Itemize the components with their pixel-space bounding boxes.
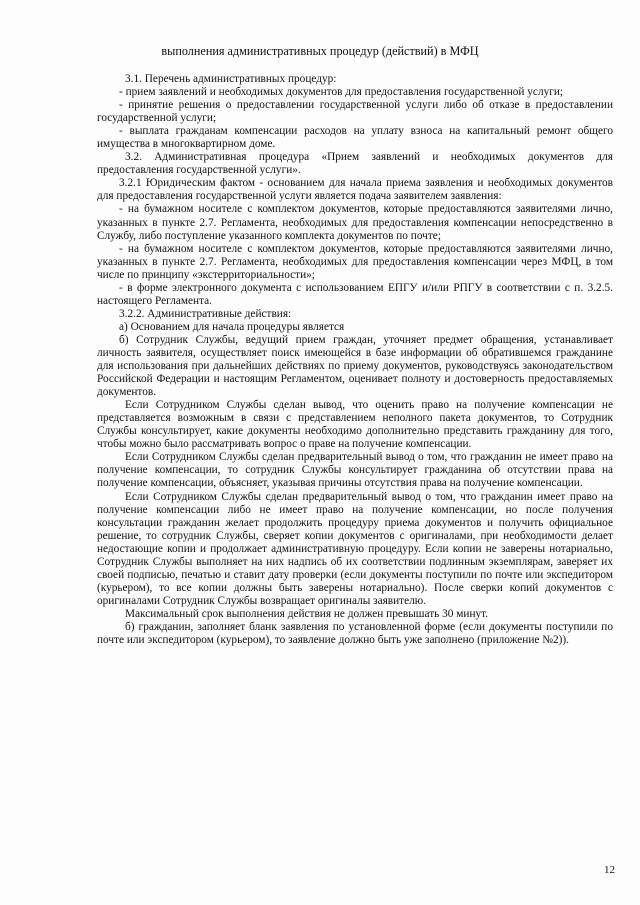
paragraph-incomplete-package: Если Сотрудником Службы сделан вывод, что оценить право на получение компенсации не представляется возможным в связи с представлением неполного пакета документов, то Сотрудник Службы консультирует, какие документы необходимо дополнительно представить гражданину для того, чтобы можно было рассматривать вопрос о праве на получение компенсации.	[97, 399, 613, 451]
procedure-3-2-title: 3.2. Административная процедура «Прием заявлений и необходимых документов для предоставления государственной услуги».	[97, 151, 613, 177]
procedure-list-title: 3.1. Перечень административных процедур:	[125, 73, 337, 85]
clause-a: а) Основанием для начала процедуры является	[119, 320, 345, 333]
list-item-reception: - прием заявлений и необходимых документов для предоставления государственной услуги;	[119, 86, 564, 99]
list-item-electronic: - в форме электронного документа с использованием ЕПГУ и/или РПГУ в соответствии с п. 3.2.5. настоящего Регламента.	[97, 281, 613, 307]
page-number: 12	[604, 864, 615, 876]
section-heading: выполнения административных процедур (действий) в МФЦ	[161, 44, 479, 58]
paragraph-max-duration: Максимальный срок выполнения действия не должен превышать 30 минут.	[125, 607, 489, 620]
list-item-decision: - принятие решения о предоставлении государственной услуги либо об отказе в предоставлении государственной услуги;	[97, 99, 613, 125]
list-item-payment: - выплата гражданам компенсации расходов на уплату взноса на капитальный ремонт общего имущества в многоквартирном доме.	[97, 125, 613, 151]
clause-b-citizen: б) гражданин, заполняет бланк заявления по установленной форме (если документы поступили по почте или экспедитором (курьером), то заявление должно быть уже заполнено (приложение №2)).	[97, 620, 613, 647]
document-body	[97, 73, 613, 647]
list-item-paper-mfc: - на бумажном носителе с комплектом документов, которые предоставляются заявителями лично, указанных в пункте 2.7. Регламента, необходимых для предоставления компенсации через МФЦ, в том числе по принципу «экстерриториальности»;	[97, 242, 613, 281]
list-item-paper-direct: - на бумажном носителе с комплектом документов, которые предоставляются заявителями лично, указанных в пункте 2.7. Регламента, необходимых для предоставления компенсации непосредственно в Службу, либо поступление указанного комплекта документов по почте;	[97, 203, 613, 242]
clause-3-2-2: 3.2.2. Административные действия:	[119, 307, 292, 320]
clause-b-employee: б) Сотрудник Службы, ведущий прием граждан, уточняет предмет обращения, устанавливает личность заявителя, осуществляет поиск имеющейся в базе информации об обратившемся гражданине для использования при дальнейших действиях по приему документов, руководствуясь законодательством Российской Федерации и настоящим Регламентом, оценивает полноту и достоверность предоставляемых документов.	[97, 333, 613, 399]
paragraph-no-right: Если Сотрудником Службы сделан предварительный вывод о том, что гражданин не имеет право на получение компенсации, то сотрудник Службы консультирует гражданина об отсутствии права на получение компенсации, объясняет, указывая причины отсутствия права на получение компенсации.	[97, 451, 613, 490]
paragraph-continue-procedure: Если Сотрудником Службы сделан предварительный вывод о том, что гражданин имеет право на получение компенсации либо не имеет право на получение компенсации, но после получения консультации гражданин желает продолжить процедуру приема документов и получить официальное решение, то сотрудник Службы, сверяет копии документов с оригиналами, при необходимости делает недостающие копии и продолжает административную процедуру. Если копии не заверены нотариально, Сотрудник Службы выполняет на них надпись об их соответствии подлинным экземплярам, заверяет их своей подписью, печатью и ставит дату проверки (если документы поступили по почте или экспедитором (курьером), то все копии должны быть заверены нотариально). После сверки копий документов с оригиналами Сотрудник Службы возвращает оригиналы заявителю.	[97, 490, 613, 607]
clause-3-2-1: 3.2.1 Юридическим фактом - основанием для начала приема заявления и необходимых документов для предоставления государственной услуги является подача заявителем заявления:	[97, 177, 613, 203]
